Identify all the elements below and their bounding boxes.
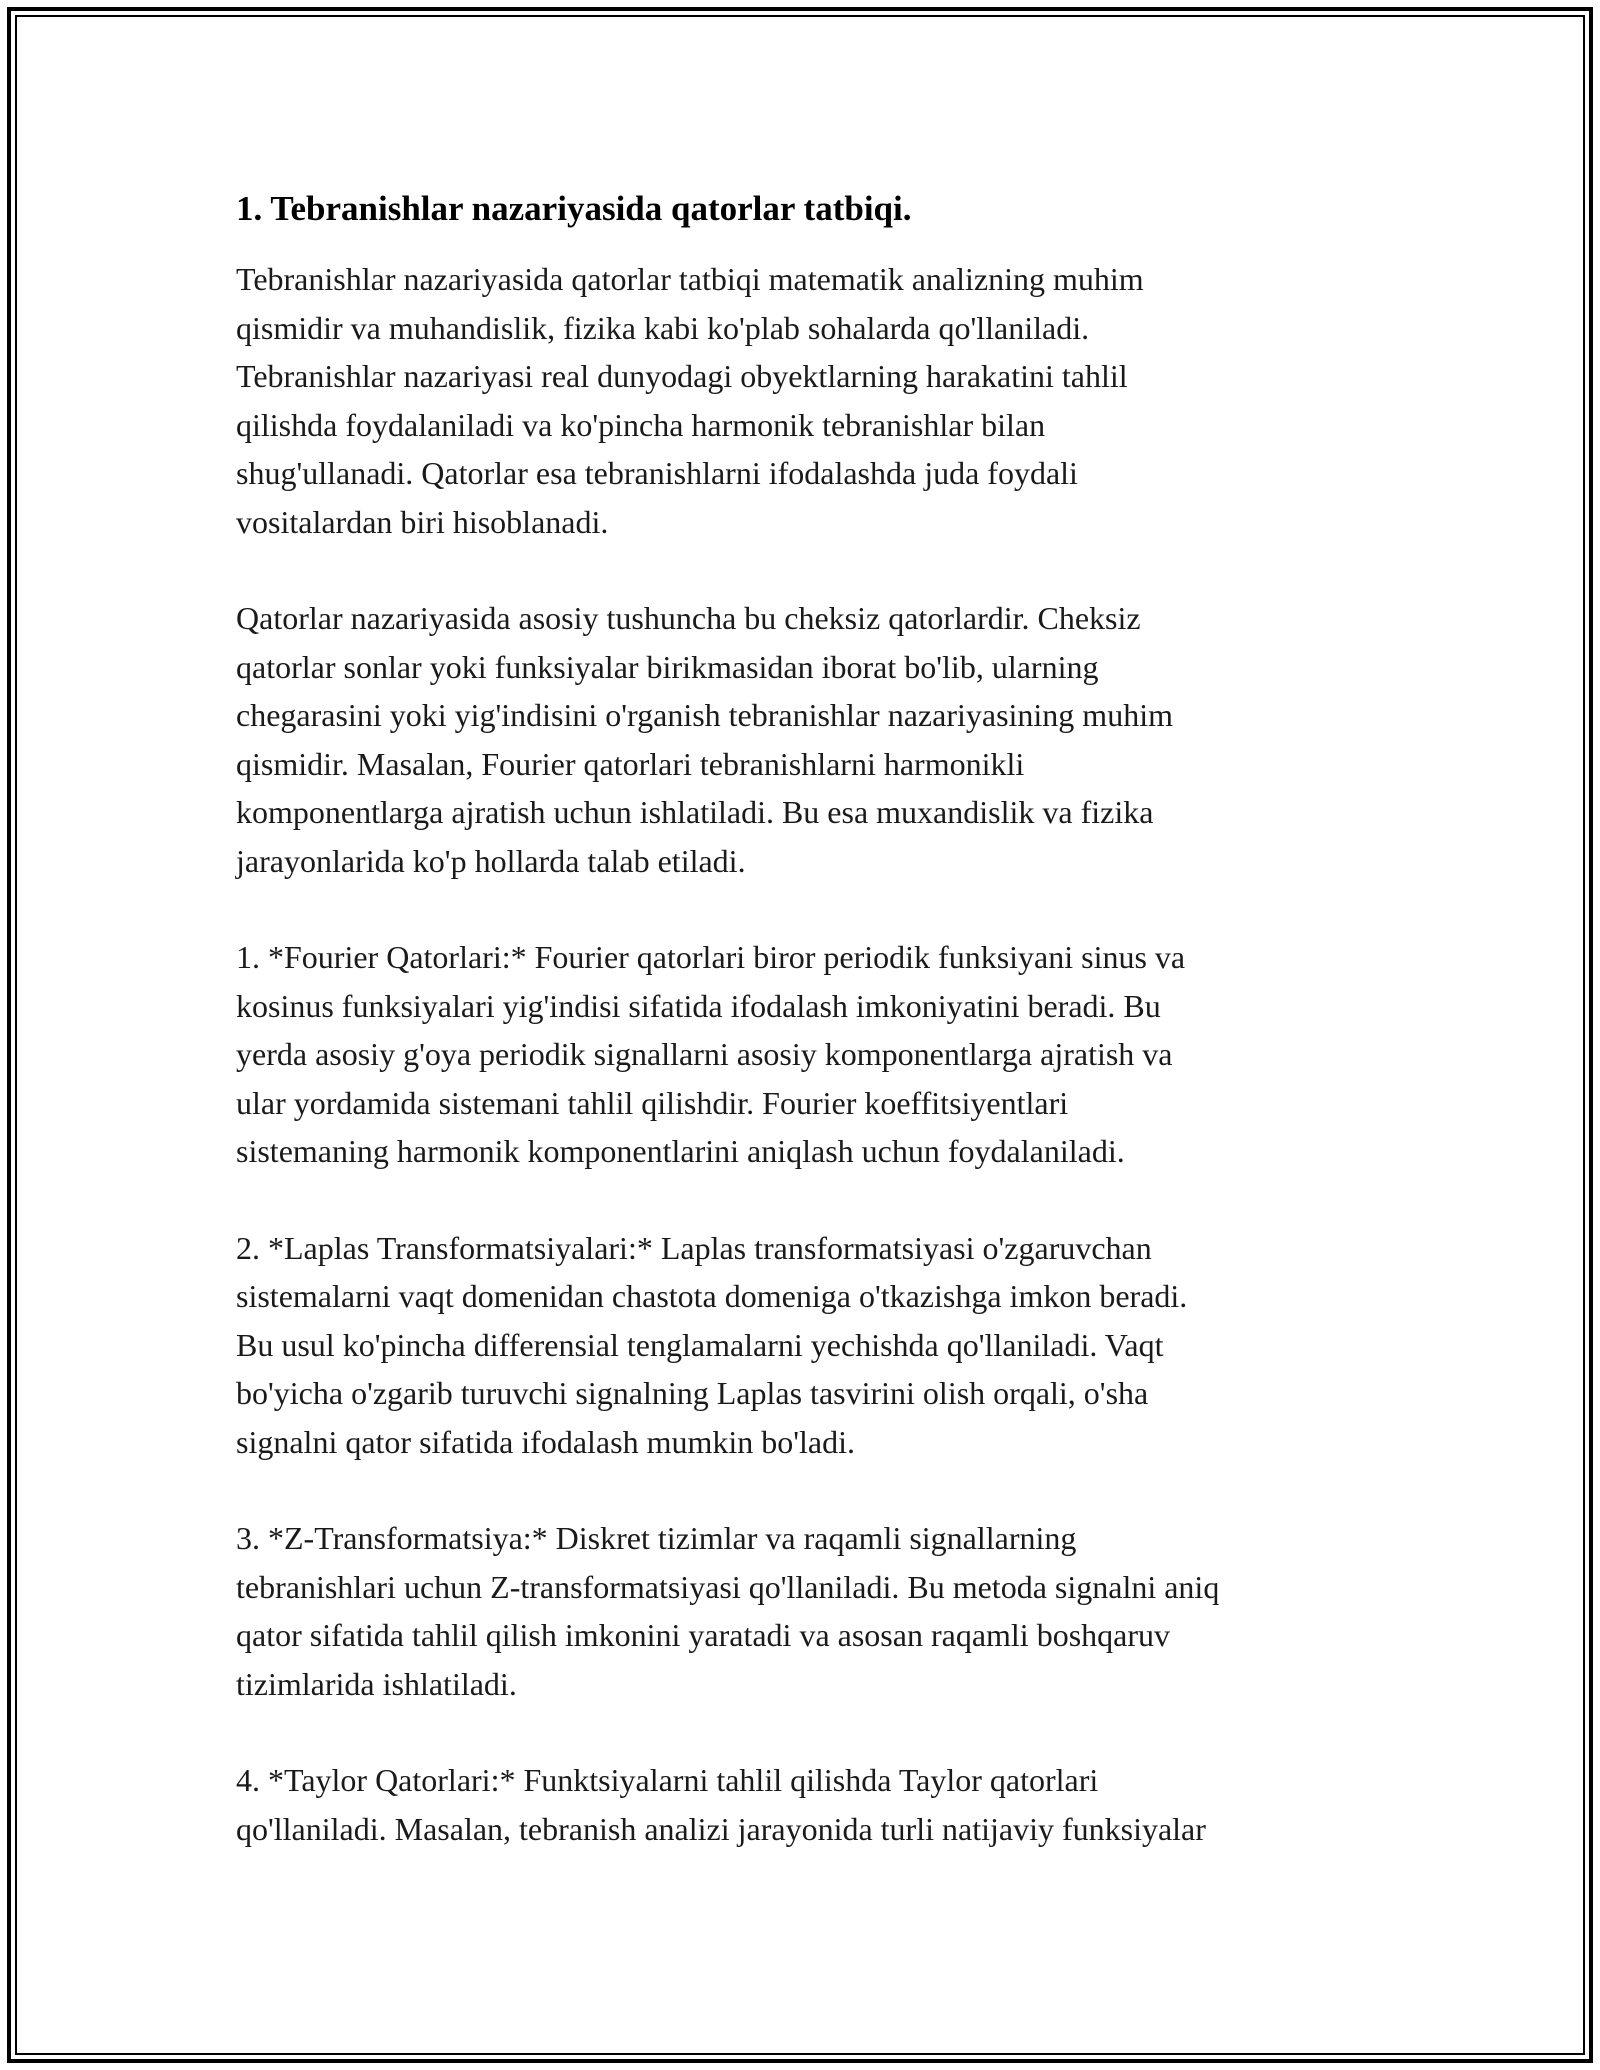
text-line: Tebranishlar nazariyasida qatorlar tatbiqi matematik analizning muhim xyxy=(236,261,1144,297)
text-line: kosinus funksiyalari yig'indisi sifatida ifodalash imkoniyatini beradi. Bu xyxy=(236,987,1161,1024)
document-title: 1. Tebranishlar nazariyasida qatorlar tatbiqi. xyxy=(236,189,912,228)
paragraph xyxy=(236,933,1376,1176)
text-line: komponentlarga ajratish uchun ishlatiladi. Bu esa muxandislik va fizika xyxy=(236,794,1154,830)
text-line: bo'yicha o'zgarib turuvchi signalning Laplas tasvirini olish orqali, o'sha xyxy=(236,1375,1149,1411)
text-line: 4. *Taylor Qatorlari:* Funktsiyalarni tahlil qilishda Taylor qatorlari xyxy=(236,1762,1099,1798)
text-line: 1. *Fourier Qatorlari:* Fourier qatorlari biror periodik funksiyani sinus va xyxy=(236,939,1186,975)
text-line: vositalardan biri hisoblanadi. xyxy=(236,503,609,540)
text-line: Qatorlar nazariyasida asosiy tushuncha bu cheksiz qatorlardir. Cheksiz xyxy=(236,600,1141,636)
text-line: ular yordamida sistemani tahlil qilishdir. Fourier koeffitsiyentlari xyxy=(236,1084,1069,1121)
text-line: chegarasini yoki yig'indisini o'rganish tebranishlar nazariyasining muhim xyxy=(236,697,1173,733)
paragraph xyxy=(236,255,1376,546)
text-line: jarayonlarida ko'p hollarda talab etiladi. xyxy=(236,842,746,879)
text-line: sistemalarni vaqt domenidan chastota domeniga o'tkazishga imkon beradi. xyxy=(236,1278,1188,1314)
paragraph xyxy=(236,1756,1376,1853)
paragraph xyxy=(236,594,1376,885)
text-line: qatorlar sonlar yoki funksiyalar birikmasidan iborat bo'lib, ularning xyxy=(236,648,1099,685)
text-line: qo'llaniladi. Masalan, tebranish analizi jarayonida turli natijaviy funksiyalar xyxy=(236,1810,1206,1847)
text-line: signalni qator sifatida ifodalash mumkin bo'ladi. xyxy=(236,1423,855,1460)
text-line: 3. *Z-Transformatsiya:* Diskret tizimlar va raqamli signallarning xyxy=(236,1520,1077,1556)
paragraph xyxy=(236,1514,1376,1708)
document-body xyxy=(236,255,1376,1853)
text-line: yerda asosiy g'oya periodik signallarni asosiy komponentlarga ajratish va xyxy=(236,1036,1173,1072)
text-line: qilishda foydalaniladi va ko'pincha harmonik tebranishlar bilan xyxy=(236,406,1046,443)
document-page xyxy=(236,186,1376,1853)
text-line: Tebranishlar nazariyasi real dunyodagi obyektlarning harakatini tahlil xyxy=(236,358,1128,394)
paragraph xyxy=(236,1224,1376,1467)
text-line: qismidir va muhandislik, fizika kabi ko'plab sohalarda qo'llaniladi. xyxy=(236,309,1090,346)
text-line: 2. *Laplas Transformatsiyalari:* Laplas transformatsiyasi o'zgaruvchan xyxy=(236,1229,1152,1266)
text-line: Bu usul ko'pincha differensial tenglamalarni yechishda qo'llaniladi. Vaqt xyxy=(236,1326,1164,1363)
text-line: shug'ullanadi. Qatorlar esa tebranishlarni ifodalashda juda foydali xyxy=(236,455,1078,491)
text-line: qismidir. Masalan, Fourier qatorlari tebranishlarni harmonikli xyxy=(236,745,1025,782)
text-line: qator sifatida tahlil qilish imkonini yaratadi va asosan raqamli boshqaruv xyxy=(236,1617,1170,1653)
text-line: sistemaning harmonik komponentlarini aniqlash uchun foydalaniladi. xyxy=(236,1133,1125,1169)
text-line: tebranishlari uchun Z-transformatsiyasi qo'llaniladi. Bu metoda signalni aniq xyxy=(236,1568,1220,1605)
text-line: tizimlarida ishlatiladi. xyxy=(236,1665,517,1702)
